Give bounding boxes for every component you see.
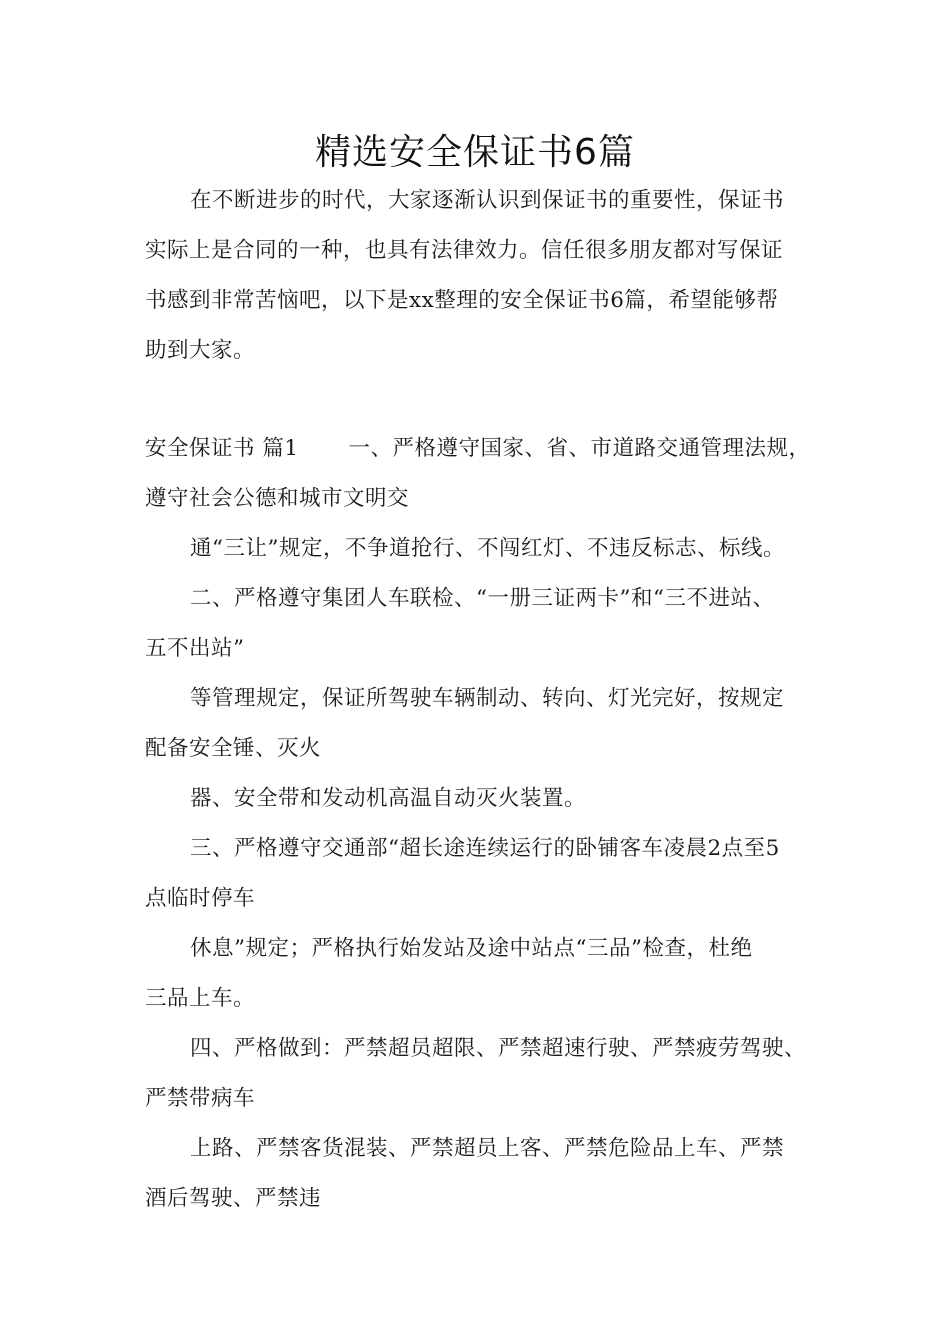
body-line-12: 四、严格做到：严禁超员超限、严禁超速行驶、严禁疲劳驾驶、 (190, 1036, 807, 1061)
body-line-10: 休息”规定；严格执行始发站及途中站点“三品”检查，杜绝 (190, 936, 753, 961)
document-title: 精选安全保证书6篇 (315, 132, 635, 173)
body-line-3: 二、严格遵守集团人车联检、“一册三证两卡”和“三不进站、 (190, 586, 775, 611)
body-line-14: 上路、严禁客货混装、严禁超员上客、严禁危险品上车、严禁 (190, 1136, 785, 1161)
body-line-4: 五不出站” (145, 636, 245, 661)
body-line-5: 等管理规定，保证所驾驶车辆制动、转向、灯光完好，按规定 (190, 686, 785, 711)
body-line-6: 配备安全锤、灭火 (145, 736, 322, 761)
body-line-13: 严禁带病车 (145, 1086, 256, 1111)
body-line-2: 通“三让”规定，不争道抢行、不闯红灯、不违反标志、标线。 (190, 536, 785, 561)
body-line-11: 三品上车。 (145, 986, 256, 1011)
section-heading-continuation: 一、严格遵守国家、省、市道路交通管理法规， (348, 436, 811, 461)
intro-line-1: 在不断进步的时代，大家逐渐认识到保证书的重要性，保证书 (190, 188, 785, 213)
intro-line-3: 书感到非常苦恼吧，以下是xx整理的安全保证书6篇，希望能够帮 (145, 288, 779, 313)
body-line-8: 三、严格遵守交通部“超长途连续运行的卧铺客车凌晨2点至5 (190, 836, 780, 861)
body-line-7: 器、安全带和发动机高温自动灭火装置。 (190, 786, 587, 811)
section-heading: 安全保证书 篇1 (145, 436, 299, 461)
body-line-9: 点临时停车 (145, 886, 256, 911)
section-heading-line (145, 434, 811, 464)
body-line-1: 遵守社会公德和城市文明交 (145, 486, 410, 511)
body-line-15: 酒后驾驶、严禁违 (145, 1186, 322, 1211)
intro-line-4: 助到大家。 (145, 338, 256, 363)
intro-line-2: 实际上是合同的一种，也具有法律效力。信任很多朋友都对写保证 (145, 238, 784, 263)
